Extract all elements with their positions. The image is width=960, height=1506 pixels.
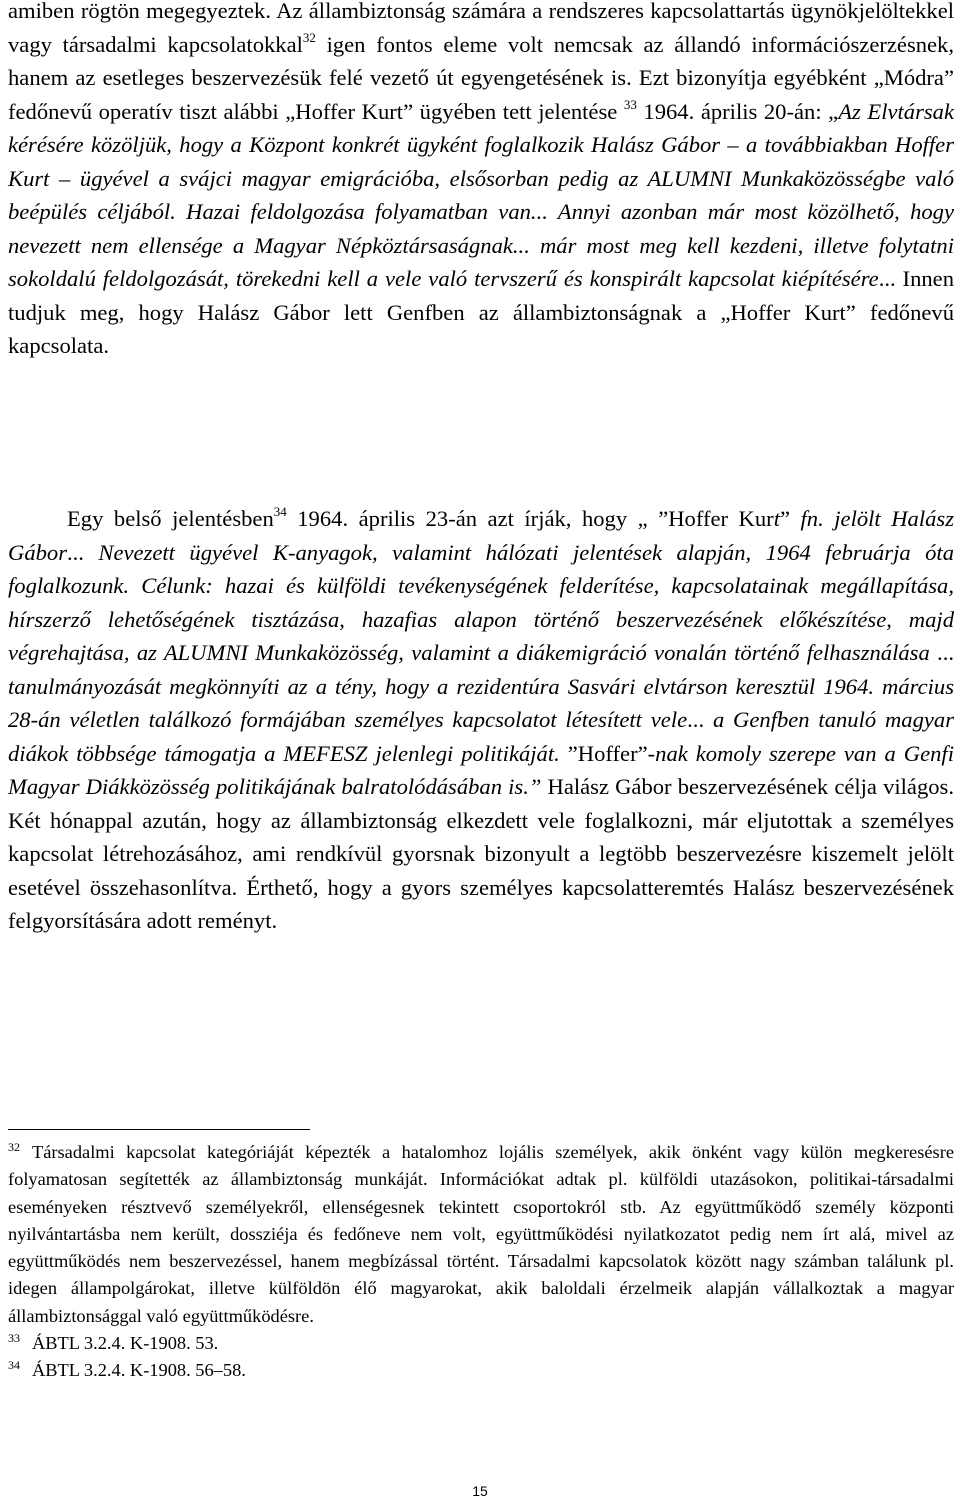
footnote-32	[8, 1139, 954, 1330]
text-run: igen fontos eleme volt nemcsak az állandó információszerzésnek, hanem az esetleges beszervezésük felé vezető út egyengetésének is. Ezt bizonyítja egyébként „Módra” fedőnevű operatív tiszt alábbi „Hoffer Kurt” ügyében tett jelentése	[8, 31, 955, 124]
text-run: amiben rögtön megegyeztek. Az állambiztonság számára a rendszeres kapcsolattartás ügynökjelöltekkel vagy társadalmi kapcsolatokkal	[8, 0, 954, 57]
quote-italic: Nevezett ügyével K-anyagok, valamint hálózati jelentések alapján, 1964 februárja óta foglalkozunk.	[8, 539, 954, 598]
footnote-ref-34[interactable]: 34	[273, 504, 287, 520]
footnote-34	[8, 1357, 954, 1384]
text-run: t	[773, 506, 780, 531]
footnote-number: 34	[8, 1358, 20, 1373]
text-run: Egy belső jelentésben	[67, 506, 274, 531]
footnotes	[8, 1139, 954, 1385]
text-run: ...	[67, 539, 99, 565]
page-number: 15	[472, 1483, 488, 1499]
quote-italic: fn. jelölt Halász Gábor	[8, 506, 954, 565]
quote-italic: tanulmányozását megkönnyíti az a tény, hogy a rezidentúra Sasvári elvtárson keresztül 1964. március 28-án véletlen találkozó formájában személyes kapcsolatot létesített vele	[8, 673, 954, 732]
quote-italic: nak komoly szerepe van a Genfi Magyar Diákközösség politikájának balratolódásában is.”	[8, 740, 954, 799]
text-run: ...	[929, 640, 955, 665]
footnote-number: 33	[8, 1330, 20, 1345]
footnote-text: ÁBTL 3.2.4. K-1908. 53.	[32, 1333, 219, 1354]
footnote-text: ÁBTL 3.2.4. K-1908. 56–58.	[32, 1360, 246, 1381]
text-run: ”Hoffer”-	[559, 740, 656, 766]
footnote-separator	[8, 1129, 310, 1130]
text-run	[129, 573, 141, 598]
quote-italic: Az Elvtársak kérésére közöljük, hogy a Központ konkrét ügyként foglalkozik Halász Gábor – a továbbiakban Hoffer Kurt – ügyével a svájci magyar emigrációba, elsősorban pedig az ALUMNI Munkaközösségbe való beépülés céljából. Hazai feldolgozása folyamatban van... Annyi azonban már most közölhető, hogy nevezett nem ellensége a Magyar Népköztársaságnak... már most meg kell kezdeni, illetve folytatni sokoldalú feldolgozását, törekedni kell a vele való tervszerű és konspirált kapcsolat kiépítésére	[8, 98, 954, 291]
text-run: 1964. április 23-án azt írják, hogy „ ”Hoffer Kur	[286, 506, 774, 531]
quote-italic: a Genfben tanuló magyar diákok többsége támogatja a MEFESZ jelenlegi politikáját.	[8, 707, 955, 766]
footnote-ref-33[interactable]: 33	[623, 96, 637, 112]
text-run: ”	[779, 506, 801, 531]
footnote-33	[8, 1330, 954, 1357]
footnote-text: Társadalmi kapcsolat kategóriáját képezték a hatalomhoz lojális személyek, akik önként vagy külön megkeresésre folyamatosan segítették az állambiztonság munkáját. Információkat adtak pl. külföldi utazásokon, politikai-társadalmi eseményeken résztvevő személyekről, ellenségesnek tekintett csoportokról stb. Az együttműködő személy központi nyilvántartásba nem került, dossziéja és fedőneve nem volt, együttműködési nyilatkozatot pedig nem írt alá, mivel az együttműködés nem beszervezéssel, hanem megbízással történt. Társadalmi kapcsolatok között nagy számban találunk pl. idegen állampolgárokat, illetve külföldön élő magyarokat, akik baloldali érzelmeik alapján vállalkoztak a magyar állambiztonsággal való együttműködésre.	[8, 1142, 954, 1326]
text-run: 1964. április 20-án: „	[636, 98, 839, 124]
text-run: Halász Gábor beszervezésének célja világos. Két hónappal azután, hogy az állambiztonság elkezdett vele foglalkozni, már eljutottak a személyes kapcsolat létrehozásához, ami rendkívül gyorsnak bizonyult a legtöbb beszervezésre kiszemelt jelölt esetével összehasonlítva. Érthető, hogy a gyors személyes kapcsolatteremtés Halász beszervezésének felgyorsítására adott reményt.	[8, 774, 954, 933]
text-run: ... Innen tudjuk meg, hogy Halász Gábor lett Genfben az állambiztonságnak a „Hoffer Kurt” fedőnevű kapcsolata.	[8, 266, 954, 358]
paragraph-1	[8, 0, 954, 363]
footnote-ref-32[interactable]: 32	[302, 29, 316, 45]
footnote-number: 32	[8, 1139, 20, 1154]
quote-italic: Célunk: hazai és külföldi tevékenységének felderítése, kapcsolatainak megállapítása, hírszerző lehetőségének tisztázása, hazafias alapon történő beszervezésének előkészítése, majd végrehajtása, az ALUMNI Munkaközösség, valamint a diákemigráció vonalán történő felhasználása	[8, 573, 954, 665]
text-run: ...	[687, 707, 713, 732]
paragraph-2	[8, 502, 954, 938]
